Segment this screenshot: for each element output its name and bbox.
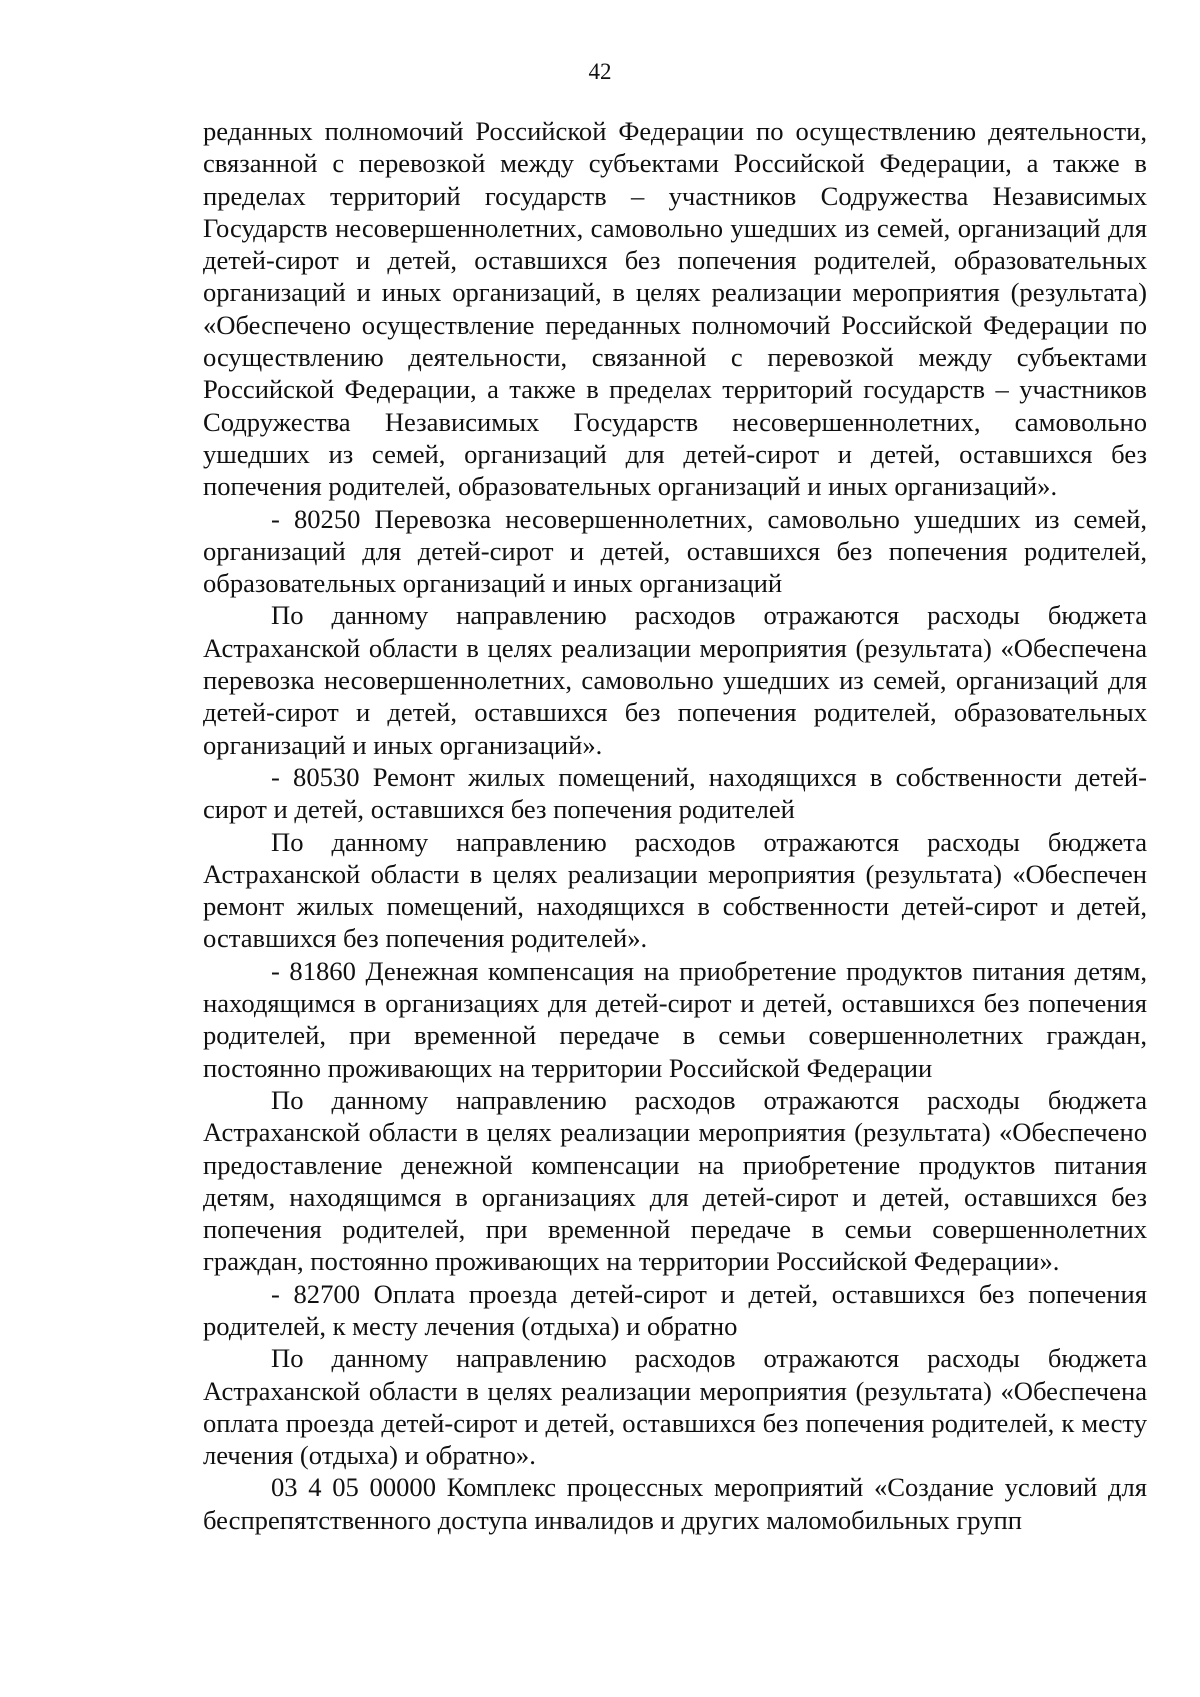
paragraph-description-80250: По данному направлению расходов отражаются расходы бюджета Астраханской области в целях реализации мероприятия (результата) «Обеспечена перевозка несовершеннолетних, самовольно ушедших из семей, организаций для детей-сирот и детей, оставшихся без попечения родителей, образовательных организаций и иных организаций». [203, 600, 1147, 760]
paragraph-description-80530: По данному направлению расходов отражаются расходы бюджета Астраханской области в целях реализации мероприятия (результата) «Обеспечен ремонт жилых помещений, находящихся в собственности детей-сирот и детей, оставшихся без попечения родителей». [203, 826, 1147, 954]
document-body [203, 115, 1147, 1536]
paragraph-continuation: реданных полномочий Российской Федерации по осуществлению деятельности, связанной с перевозкой между субъектами Российской Федерации, а также в пределах территорий государств – участников Содружества Независимых Государств несовершеннолетних, самовольно ушедших из семей, организаций для детей-сирот и детей, оставшихся без попечения родителей, образовательных организаций и иных организаций, в целях реализации мероприятия (результата) «Обеспечено осуществление переданных полномочий Российской Федерации по осуществлению деятельности, связанной с перевозкой между субъектами Российской Федерации, а также в пределах территорий государств – участников Содружества Независимых Государств несовершеннолетних, самовольно ушедших из семей, организаций для детей-сирот и детей, оставшихся без попечения родителей, образовательных организаций и иных организаций». [203, 116, 1147, 502]
paragraph-item-80250: - 80250 Перевозка несовершеннолетних, самовольно ушедших из семей, организаций для детей-сирот и детей, оставшихся без попечения родителей, образовательных организаций и иных организаций [203, 503, 1147, 599]
paragraph-item-03-4-05: 03 4 05 00000 Комплекс процессных мероприятий «Создание условий для беспрепятственного доступа инвалидов и других маломобильных групп [203, 1472, 1147, 1535]
paragraph-description-81860: По данному направлению расходов отражаются расходы бюджета Астраханской области в целях реализации мероприятия (результата) «Обеспечено предоставление денежной компенсации на приобретение продуктов питания детям, находящимся в организациях для детей-сирот и детей, оставшихся без попечения родителей, при временной передаче в семьи совершеннолетних граждан, постоянно проживающих на территории Российской Федерации». [203, 1084, 1147, 1277]
page-number: 42 [588, 59, 612, 84]
paragraph-item-81860: - 81860 Денежная компенсация на приобретение продуктов питания детям, находящимся в организациях для детей-сирот и детей, оставшихся без попечения родителей, при временной передаче в семьи совершеннолетних граждан, постоянно проживающих на территории Российской Федерации [203, 955, 1147, 1083]
paragraph-item-82700: - 82700 Оплата проезда детей-сирот и детей, оставшихся без попечения родителей, к месту лечения (отдыха) и обратно [203, 1278, 1147, 1341]
paragraph-description-82700: По данному направлению расходов отражаются расходы бюджета Астраханской области в целях реализации мероприятия (результата) «Обеспечена оплата проезда детей-сирот и детей, оставшихся без попечения родителей, к месту лечения (отдыха) и обратно». [203, 1343, 1147, 1471]
paragraph-item-80530: - 80530 Ремонт жилых помещений, находящихся в собственности детей-сирот и детей, оставшихся без попечения родителей [203, 761, 1147, 825]
